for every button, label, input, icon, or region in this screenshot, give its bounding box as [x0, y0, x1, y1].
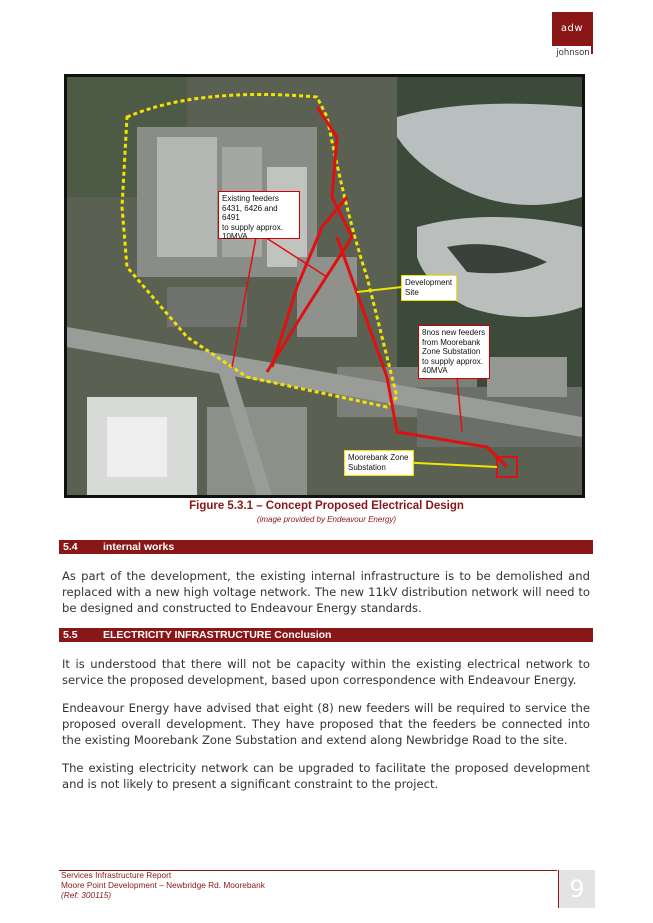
callout-development-site: Development Site	[401, 275, 457, 301]
aerial-map-image	[67, 77, 582, 495]
callout-zone-substation: Moorebank Zone Substation	[344, 450, 414, 476]
callout-new-feeders: 8nos new feeders from Moorebank Zone Substation to supply approx. 40MVA	[418, 325, 490, 379]
footer-report-title: Services Infrastructure Report	[61, 870, 172, 880]
section-number: 5.5	[63, 629, 78, 641]
section-number: 5.4	[63, 541, 78, 553]
paragraph: Endeavour Energy have advised that eight (8) new feeders will be required to service the proposed overall development. They have proposed that the feeders be connected into the existing Moorebank Zone Substation and extend along Newbridge Road to the site.	[62, 701, 590, 747]
section-title: internal works	[103, 541, 175, 553]
logo-name: johnson	[556, 48, 590, 58]
footer	[61, 871, 265, 900]
figure-caption: Figure 5.3.1 – Concept Proposed Electrical Design	[189, 500, 464, 512]
figure-credit: (image provided by Endeavour Energy)	[256, 515, 397, 524]
company-logo	[552, 12, 594, 62]
page-number: 9	[558, 870, 595, 908]
logo-mark: adw	[552, 12, 592, 46]
footer-project: Moore Point Development – Newbridge Rd. Moorebank	[61, 879, 265, 890]
callout-existing-feeders: Existing feeders 6431, 6426 and 6491 to supply approx. 10MVA	[218, 191, 300, 239]
footer-reference: (Ref: 300115)	[61, 889, 112, 900]
paragraph: As part of the development, the existing internal infrastructure is to be demolished and replaced with a new high voltage network. The new 11kV distribution network will need to be designed and constructed to Endeavour Energy standards.	[62, 569, 590, 615]
aerial-map-figure	[64, 74, 585, 498]
section-heading-5-5	[59, 628, 593, 642]
paragraph: The existing electricity network can be upgraded to facilitate the proposed development and is not likely to present a significant constraint to the project.	[62, 761, 590, 791]
section-heading-5-4	[59, 540, 593, 554]
paragraph: It is understood that there will not be capacity within the existing electrical network to service the proposed development, based upon correspondence with Endeavour Energy.	[62, 657, 590, 687]
section-title: ELECTRICITY INFRASTRUCTURE Conclusion	[103, 629, 332, 641]
